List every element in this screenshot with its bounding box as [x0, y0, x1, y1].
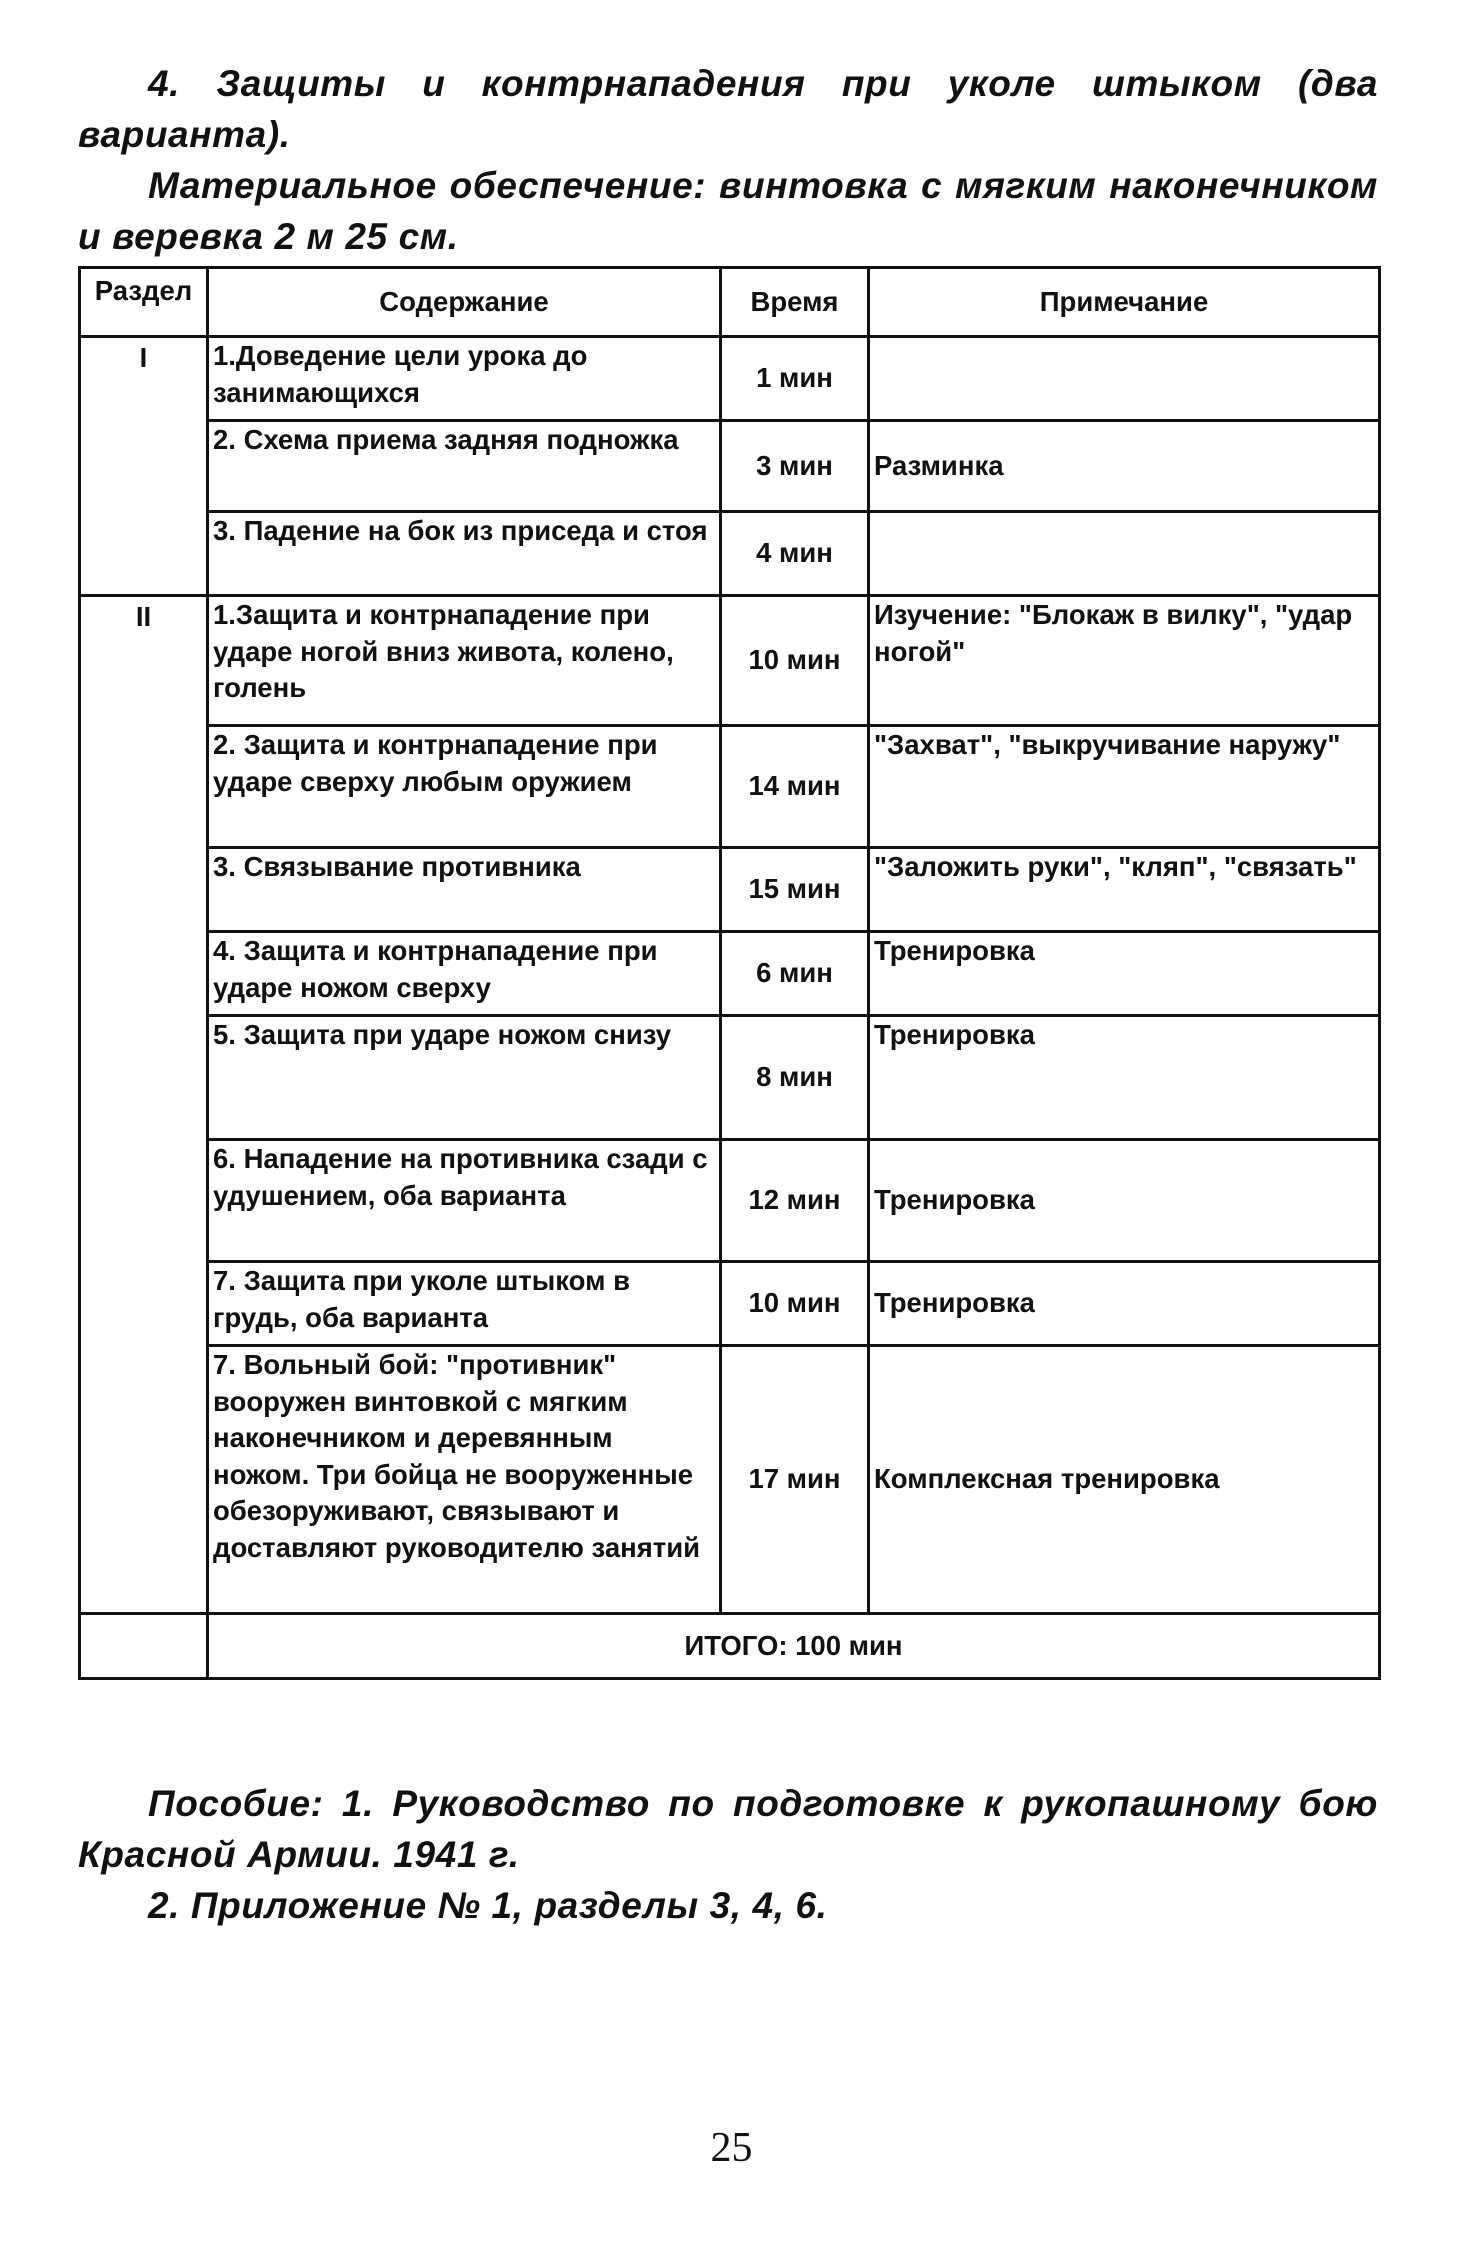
row-time: 10 мин	[721, 1262, 869, 1346]
row-time: 10 мин	[721, 596, 869, 726]
table-row	[80, 596, 1380, 726]
lesson-title: 4. Защиты и контрнападения при уколе штыком (два варианта).	[78, 63, 1378, 155]
table-row	[80, 421, 1380, 512]
header-note: Примечание	[869, 268, 1380, 337]
row-content: 1.Доведение цели урока до занимающихся	[208, 337, 721, 421]
row-content: 3. Связывание противника	[208, 848, 721, 932]
row-content: 2. Схема приема задняя подножка	[208, 421, 721, 512]
row-content: 1.Защита и контрнападение при ударе ногой вниз живота, колено, голень	[208, 596, 721, 726]
row-content: 4. Защита и контрнападение при ударе ножом сверху	[208, 932, 721, 1016]
row-time: 17 мин	[721, 1346, 869, 1614]
row-content: 7. Вольный бой: "противник" вооружен винтовкой с мягким наконечником и деревянным ножом. Три бойца не вооруженные обезоруживают, связывают и доставляют руководителю занятий	[208, 1346, 721, 1614]
row-note: Тренировка	[869, 1262, 1380, 1346]
row-time: 4 мин	[721, 512, 869, 596]
row-note: "Захват", "выкручивание наружу"	[869, 726, 1380, 848]
row-content: 5. Защита при ударе ножом снизу	[208, 1016, 721, 1140]
row-note	[869, 337, 1380, 421]
row-time: 15 мин	[721, 848, 869, 932]
total-row	[80, 1614, 1380, 1679]
row-note	[869, 512, 1380, 596]
row-time: 14 мин	[721, 726, 869, 848]
section-label: II	[80, 596, 208, 1614]
table-row	[80, 1262, 1380, 1346]
lesson-plan-table	[78, 266, 1381, 1680]
header-content: Содержание	[208, 268, 721, 337]
header-section: Раздел	[80, 268, 208, 337]
lesson-heading	[78, 58, 1378, 262]
row-note: Тренировка	[869, 1016, 1380, 1140]
row-note: Изучение: "Блокаж в вилку", "удар ногой"	[869, 596, 1380, 726]
reference-line-2: Красной Армии. 1941 г.	[78, 1834, 520, 1875]
table-row	[80, 848, 1380, 932]
table-row	[80, 726, 1380, 848]
material-support: Материальное обеспечение: винтовка с мягким наконечником и веревка 2 м 25 см.	[78, 165, 1378, 257]
row-time: 6 мин	[721, 932, 869, 1016]
table-header-row	[80, 268, 1380, 337]
row-note: Комплексная тренировка	[869, 1346, 1380, 1614]
row-note: Тренировка	[869, 932, 1380, 1016]
reference-line-1: Пособие: 1. Руководство по подготовке к рукопашному бою	[148, 1783, 1378, 1824]
row-time: 3 мин	[721, 421, 869, 512]
section-label: I	[80, 337, 208, 596]
table-row	[80, 512, 1380, 596]
page-number: 25	[710, 2125, 753, 2171]
table-row	[80, 1140, 1380, 1262]
row-time: 1 мин	[721, 337, 869, 421]
row-content: 2. Защита и контрнападение при ударе сверху любым оружием	[208, 726, 721, 848]
manual-references	[78, 1778, 1378, 1931]
total-row-section-blank	[80, 1614, 208, 1679]
header-time: Время	[721, 268, 869, 337]
table-row	[80, 1346, 1380, 1614]
row-content: 7. Защита при уколе штыком в грудь, оба варианта	[208, 1262, 721, 1346]
table-row	[80, 932, 1380, 1016]
reference-line-3: 2. Приложение № 1, разделы 3, 4, 6.	[148, 1885, 828, 1926]
row-note: "Заложить руки", "кляп", "связать"	[869, 848, 1380, 932]
table-row	[80, 337, 1380, 421]
row-content: 6. Нападение на противника сзади с удушением, оба варианта	[208, 1140, 721, 1262]
row-note: Тренировка	[869, 1140, 1380, 1262]
total-value: ИТОГО: 100 мин	[208, 1614, 1380, 1679]
row-content: 3. Падение на бок из приседа и стоя	[208, 512, 721, 596]
row-note: Разминка	[869, 421, 1380, 512]
row-time: 12 мин	[721, 1140, 869, 1262]
row-time: 8 мин	[721, 1016, 869, 1140]
table-row	[80, 1016, 1380, 1140]
